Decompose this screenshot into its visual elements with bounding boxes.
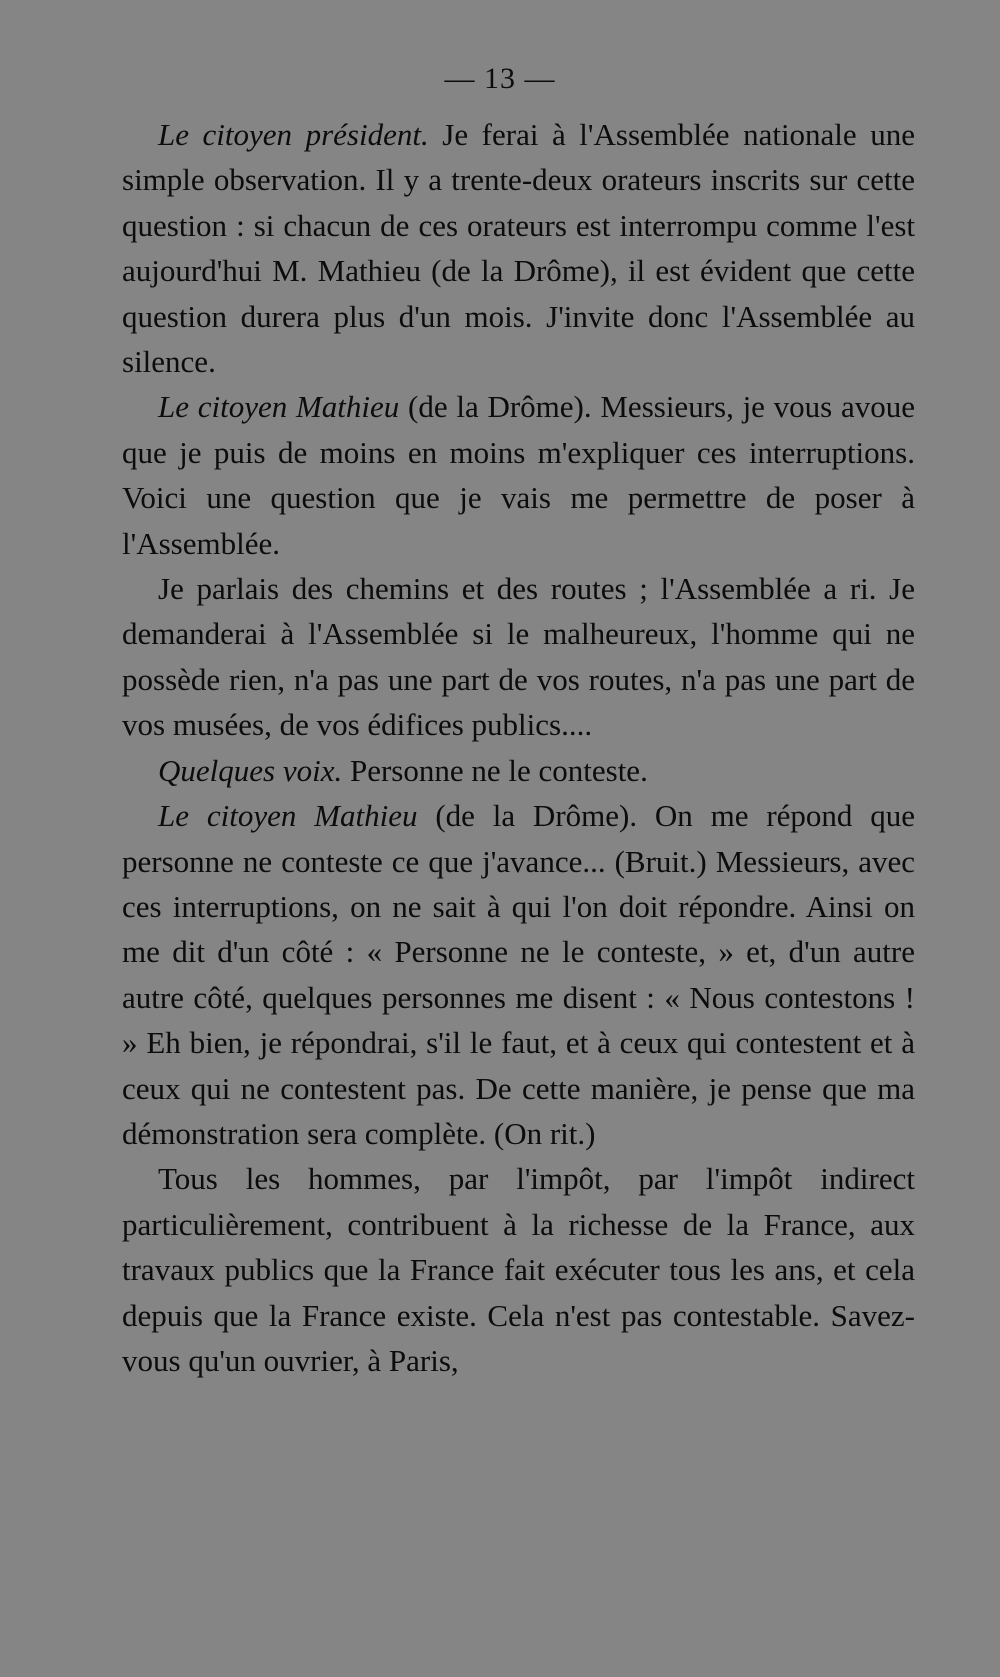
body-text: [122, 112, 915, 1383]
speaker-name: Quelques voix.: [158, 752, 343, 788]
paragraph-text: Tous les hommes, par l'impôt, par l'impôt indirect particulièrement, contribuent à la richesse de la France, aux travaux publics que la France fait exécuter tous les ans, et cela depuis que la France existe. Cela n'est pas contestable. Savez-vous qu'un ouvrier, à Paris,: [122, 1161, 915, 1378]
paragraph: [122, 748, 915, 793]
paragraph-text: (de la Drôme). On me répond que personne ne conteste ce que j'avance... (Bruit.) Messieurs, avec ces interruptions, on ne sait à qui l'on doit répondre. Ainsi on me dit d'un côté : « Personne ne le conteste, » et, d'un autre autre côté, quelques personnes me disent : « Nous contestons ! » Eh bien, je répondrai, s'il le faut, et à ceux qui contestent et à ceux qui ne contestent pas. De cette manière, je pense que ma démonstration sera complète. (On rit.): [122, 798, 916, 1151]
paragraph-text: Personne ne le conteste.: [342, 752, 648, 788]
speaker-name: Le citoyen Mathieu: [158, 798, 418, 834]
paragraph: [122, 112, 915, 384]
paragraph-text: Je ferai à l'Assemblée nationale une simple observation. Il y a trente-deux orateurs inscrits sur cette question : si chacun de ces orateurs est interrompu comme l'est aujourd'hui M. Mathieu (de la Drôme), il est évident que cette question durera plus d'un mois. J'invite donc l'Assemblée au silence.: [122, 117, 915, 380]
page-number: — 13 —: [444, 62, 556, 95]
paragraph: [122, 566, 915, 748]
paragraph: [122, 384, 915, 566]
speaker-name: Le citoyen président.: [158, 117, 429, 152]
paragraph-text: Je parlais des chemins et des routes ; l'Assemblée a ri. Je demanderai à l'Assemblée si le malheureux, l'homme qui ne possède rien, n'a pas une part de vos routes, n'a pas une part de vos musées, de vos édifices publics....: [122, 571, 915, 743]
paragraph: [122, 1156, 915, 1383]
speaker-name: Le citoyen Mathieu: [158, 389, 400, 425]
paragraph: [122, 793, 915, 1156]
paragraph-text: (de la Drôme). Messieurs, je vous avoue que je puis de moins en moins m'expliquer ces interruptions. Voici une question que je vais me permettre de poser à l'Assemblée.: [122, 389, 915, 561]
